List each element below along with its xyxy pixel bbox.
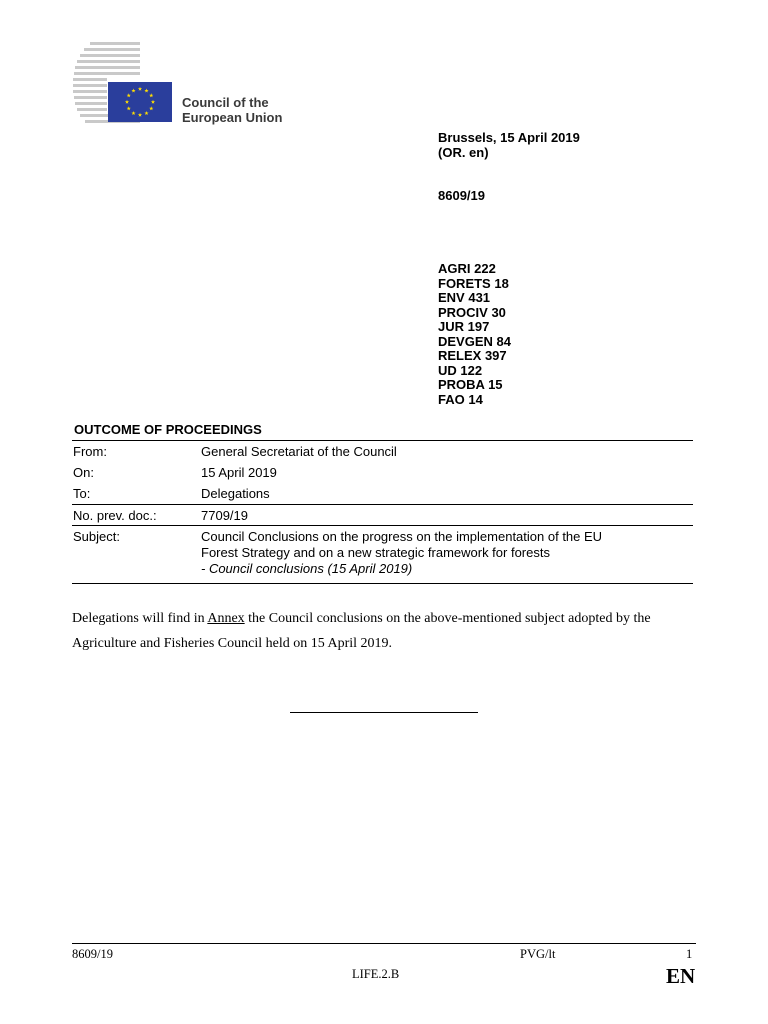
to-label: To: [73, 486, 91, 501]
footer-dept: LIFE.2.B [352, 967, 400, 981]
body-paragraph [72, 606, 696, 656]
subject-line: Forest Strategy and on a new strategic framework for forests [201, 545, 550, 560]
code-item: AGRI 222 [438, 261, 496, 276]
header-language: (OR. en) [438, 144, 489, 160]
annex-link[interactable]: Annex [207, 611, 245, 626]
to-value: Delegations [201, 486, 270, 501]
footer-language: EN [666, 964, 696, 988]
code-item: PROCIV 30 [438, 304, 506, 320]
footer-doc-ref: 8609/19 [72, 947, 113, 961]
prev-doc-label: No. prev. doc.: [73, 508, 157, 523]
table-rule-bottom [72, 583, 693, 584]
subject-line: Council Conclusions on the progress on the implementation of the EU [201, 529, 603, 544]
code-item: FAO 14 [438, 391, 483, 407]
header-date-block [438, 131, 580, 160]
logo-text [182, 95, 282, 125]
prev-doc-value: 7709/19 [201, 508, 248, 523]
from-label: From: [73, 444, 107, 459]
code-item: JUR 197 [438, 319, 490, 334]
code-item: ENV 431 [438, 290, 491, 305]
logo-line1: Council of the [182, 95, 269, 110]
table-rule-mid2 [72, 525, 693, 526]
table-rule-top [72, 440, 693, 441]
table-rule-mid1 [72, 504, 693, 505]
code-item: DEVGEN 84 [438, 333, 511, 349]
code-item: RELEX 397 [438, 348, 507, 363]
on-value: 15 April 2019 [201, 465, 277, 480]
from-value: General Secretariat of the Council [201, 444, 397, 459]
body-text-end: the Council conclusions on the above-mentioned subject adopted by the Agriculture and Fisheries Council held on 15 April 2019. [72, 611, 651, 651]
code-item: PROBA 15 [438, 377, 503, 392]
on-label: On: [73, 465, 94, 480]
subject-subline: - Council conclusions (15 April 2019) [201, 561, 413, 576]
header-doc-number: 8609/19 [438, 188, 485, 203]
body-text-start: Delegations will find in [72, 611, 208, 626]
outcome-title: OUTCOME OF PROCEEDINGS [74, 422, 262, 437]
footer-initials: PVG/lt [520, 947, 556, 961]
code-item: UD 122 [438, 362, 483, 378]
end-separator [290, 712, 478, 713]
logo-line2: European Union [182, 110, 283, 125]
subject-value [201, 529, 602, 577]
code-item: FORETS 18 [438, 275, 509, 291]
subject-label: Subject: [73, 529, 120, 544]
footer-rule [72, 943, 696, 944]
footer-page-number: 1 [686, 947, 693, 961]
header-date: Brussels, 15 April 2019 [438, 130, 580, 145]
header-codes [438, 262, 511, 407]
